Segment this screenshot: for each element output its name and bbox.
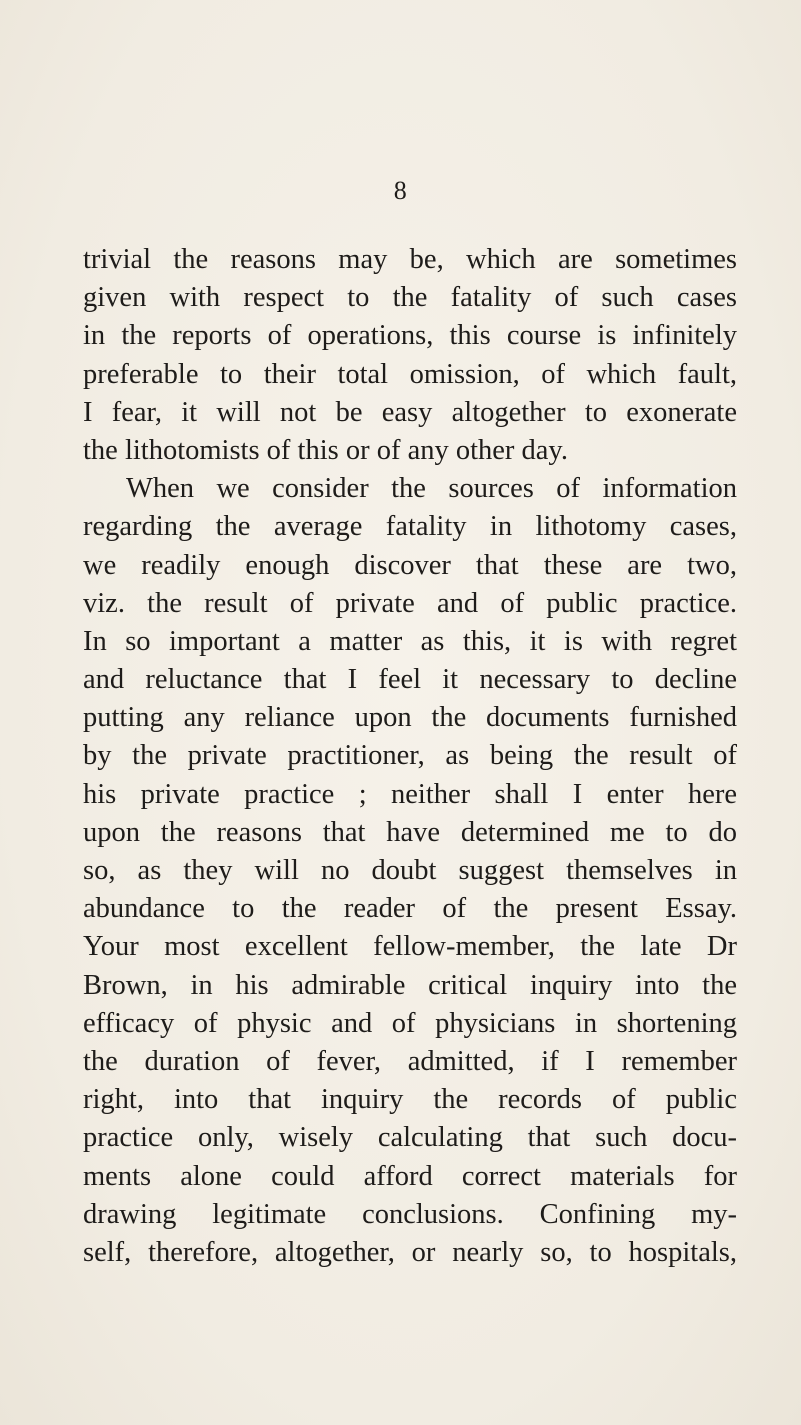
text-line: so, as they will no doubt suggest themselves in — [83, 855, 737, 886]
text-line: right, into that inquiry the records of public — [83, 1084, 737, 1116]
text-line: the duration of fever, admitted, if I remember — [83, 1045, 737, 1077]
text-line: given with respect to the fatality of such cases — [83, 282, 737, 314]
text-line: putting any reliance upon the documents furnished — [83, 702, 737, 734]
text-line: trivial the reasons may be, which are sometimes — [83, 244, 737, 275]
page-number: 8 — [393, 176, 408, 205]
text-line: upon the reasons that have determined me to do — [83, 816, 737, 848]
text-line: viz. the result of private and of public practice. — [83, 587, 737, 619]
text-line: ments alone could afford correct materials for — [83, 1160, 737, 1192]
text-line: Brown, in his admirable critical inquiry into the — [83, 969, 737, 1001]
text-line: preferable to their total omission, of which fault, — [83, 358, 737, 390]
text-line: In so important a matter as this, it is with regret — [83, 625, 737, 657]
body-text — [83, 241, 737, 1272]
text-line: the lithotomists of this or of any other day. — [83, 434, 568, 466]
text-line: When we consider the sources of information — [126, 473, 737, 505]
text-line: practice only, wisely calculating that such docu- — [83, 1122, 737, 1154]
text-line: in the reports of operations, this course is infinitely — [83, 320, 737, 352]
text-line: I fear, it will not be easy altogether to exonerate — [83, 396, 737, 428]
text-line: and reluctance that I feel it necessary to decline — [83, 664, 737, 696]
text-line: efficacy of physic and of physicians in shortening — [83, 1007, 737, 1039]
text-line: self, therefore, altogether, or nearly so, to hospitals, — [83, 1236, 737, 1268]
text-line: abundance to the reader of the present Essay. — [83, 893, 737, 925]
text-line: regarding the average fatality in lithotomy cases, — [83, 511, 737, 543]
text-line: we readily enough discover that these are two, — [83, 549, 737, 581]
text-line: drawing legitimate conclusions. Confining my- — [83, 1198, 737, 1230]
text-line: Your most excellent fellow-member, the late Dr — [83, 931, 737, 963]
text-line: by the private practitioner, as being the result of — [83, 740, 737, 772]
text-line: his private practice ; neither shall I enter here — [83, 778, 737, 810]
